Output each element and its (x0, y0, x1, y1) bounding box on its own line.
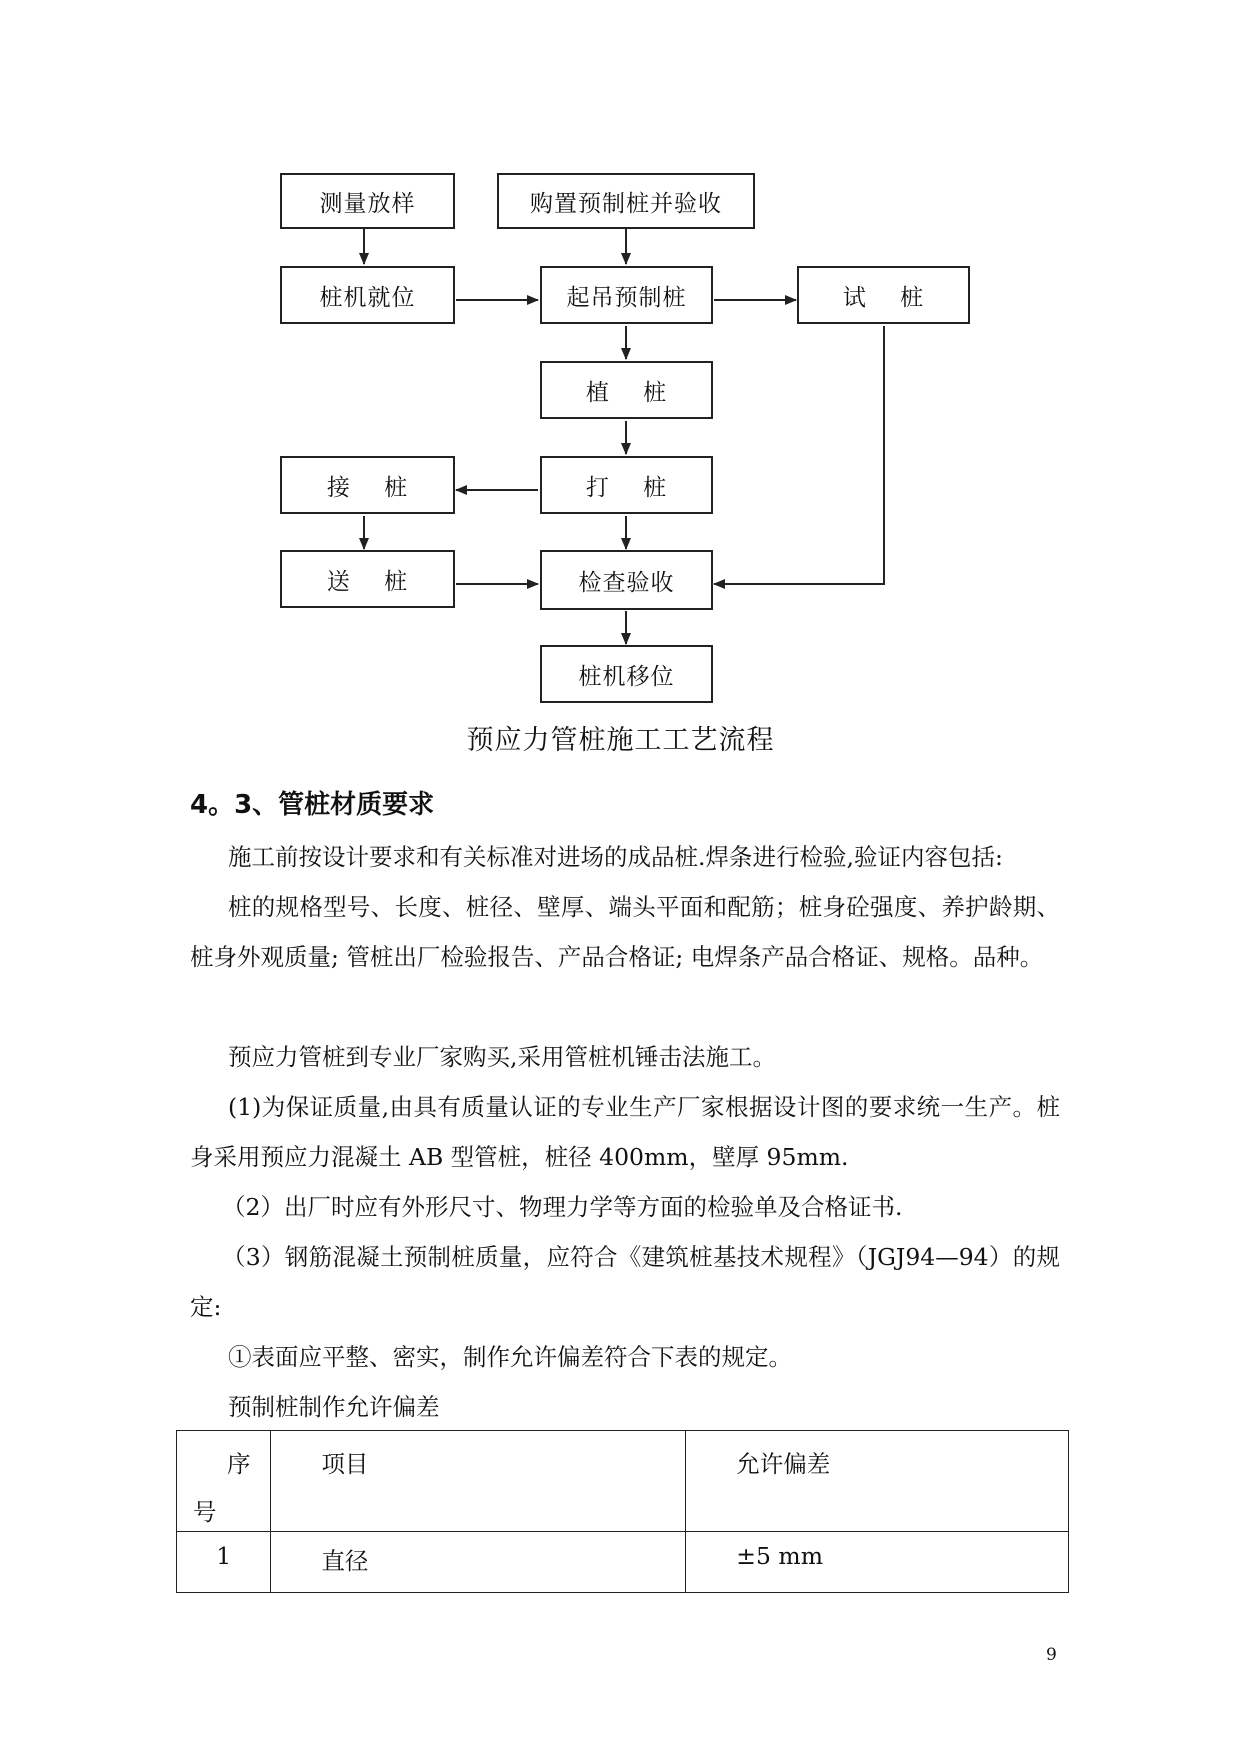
flowchart-caption: 预应力管桩施工工艺流程 (466, 725, 775, 756)
paragraph-7: ①表面应平整、密实，制作允许偏差符合下表的规定。 (228, 1343, 792, 1371)
paragraph-2: 桩的规格型号、长度、桩径、壁厚、端头平面和配筋；桩身砼强度、养护龄期、桩身外观质量; 管桩出厂检验报告、产品合格证; 电焊条产品合格证、规格。品种。 (190, 893, 1060, 971)
node-test: 试 桩 (797, 266, 970, 324)
section-heading: 4。3、管桩材质要求 (190, 790, 435, 820)
header-tolerance: 允许偏差 (686, 1431, 1069, 1532)
paragraph-6: （3）钢筋混凝土预制桩质量，应符合《建筑桩基技术规程》（JGJ94—94）的规定: (190, 1243, 1060, 1321)
node-position: 桩机就位 (280, 266, 455, 324)
paragraph-1: 施工前按设计要求和有关标准对进场的成品桩.焊条进行检验,验证内容包括: (228, 843, 1003, 871)
arrow-test-to-inspect (714, 326, 884, 584)
header-seq (177, 1431, 271, 1532)
row-number: 1 (177, 1532, 271, 1593)
row-tolerance: ±5 mm (686, 1532, 1069, 1593)
paragraph-5: （2）出厂时应有外形尺寸、物理力学等方面的检验单及合格证书. (222, 1193, 903, 1221)
table-title: 预制桩制作允许偏差 (228, 1393, 440, 1421)
node-drive: 打 桩 (540, 456, 713, 514)
node-move: 桩机移位 (540, 645, 713, 703)
header-seq-b: 号 (193, 1498, 217, 1526)
table-row (177, 1532, 1069, 1593)
node-plant: 植 桩 (540, 361, 713, 419)
flowchart-connectors (0, 0, 1241, 720)
pile-construction-flowchart (0, 0, 1241, 720)
header-seq-a: 序 (227, 1450, 251, 1478)
node-purchase: 购置预制桩并验收 (497, 173, 755, 229)
paragraph-4: (1)为保证质量,由具有质量认证的专业生产厂家根据设计图的要求统一生产。桩身采用预应力混凝土 AB 型管桩，桩径 400mm，壁厚 95mm. (190, 1093, 1060, 1171)
page-number: 9 (1046, 1645, 1057, 1665)
row-item: 直径 (271, 1532, 686, 1593)
node-measure: 测量放样 (280, 173, 455, 229)
node-splice: 接 桩 (280, 456, 455, 514)
tolerance-table (176, 1430, 1069, 1593)
node-lift: 起吊预制桩 (540, 266, 713, 324)
header-item: 项目 (271, 1431, 686, 1532)
node-deliver: 送 桩 (280, 550, 455, 608)
paragraph-3: 预应力管桩到专业厂家购买,采用管桩机锤击法施工。 (228, 1043, 776, 1071)
table-header-row (177, 1431, 1069, 1532)
node-inspect: 检查验收 (540, 550, 713, 610)
